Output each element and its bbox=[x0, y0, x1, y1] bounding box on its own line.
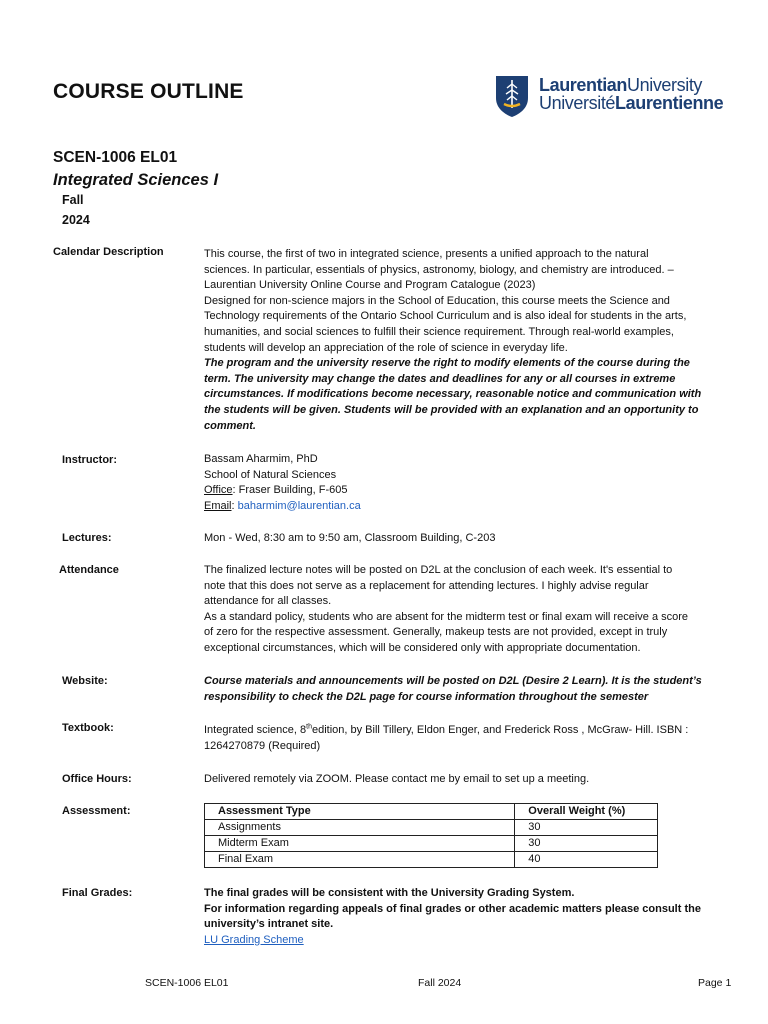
assessment-weight-cell: 30 bbox=[515, 836, 658, 852]
grading-scheme-link[interactable]: LU Grading Scheme bbox=[204, 933, 304, 946]
attendance-text bbox=[204, 563, 720, 657]
final-grades-text bbox=[204, 886, 720, 948]
page-title: COURSE OUTLINE bbox=[53, 80, 244, 103]
textbook-line bbox=[204, 723, 720, 739]
instructor-email bbox=[204, 499, 720, 515]
lectures-label: Lectures: bbox=[62, 532, 112, 544]
notice-line: the students will be given. Students will be provided with an explanation and an opportunity to bbox=[204, 403, 699, 416]
notice-line: comment. bbox=[204, 419, 256, 432]
attendance-line: The finalized lecture notes will be posted on D2L at the conclusion of each week. It's essential to bbox=[204, 564, 673, 576]
course-year: 2024 bbox=[62, 213, 90, 227]
calendar-line: Laurentian University Online Course and Program Catalogue (2023) bbox=[204, 279, 536, 292]
assessment-type-cell: Final Exam bbox=[205, 852, 515, 868]
email-label: Email bbox=[204, 499, 232, 512]
textbook-sup: th bbox=[306, 723, 312, 731]
textbook-isbn: 1264270879 (Required) bbox=[204, 739, 321, 752]
attendance-line: of zero for the respective assessment. Generally, makeup tests are not provided, except in truly bbox=[204, 626, 668, 639]
logo-laurentian: Laurentian bbox=[539, 75, 628, 95]
footer-term: Fall 2024 bbox=[418, 977, 462, 989]
footer-course-code: SCEN-1006 EL01 bbox=[145, 977, 229, 989]
logo-university: University bbox=[627, 75, 703, 95]
website-label: Website: bbox=[62, 675, 108, 687]
office-value: : Fraser Building, F-605 bbox=[232, 484, 348, 497]
instructor-office bbox=[204, 483, 720, 499]
attendance-label: Attendance bbox=[59, 564, 119, 576]
assessment-weight-cell: 30 bbox=[515, 820, 658, 836]
logo-universite: Université bbox=[539, 93, 616, 113]
instructor-info bbox=[204, 452, 720, 514]
calendar-line: This course, the first of two in integrated science, presents a unified approach to the natural bbox=[204, 248, 649, 260]
header-overall-weight: Overall Weight (%) bbox=[515, 804, 658, 820]
calendar-line: Designed for non-science majors in the School of Education, this course meets the Science and bbox=[204, 294, 670, 307]
attendance-line: attendance for all classes. bbox=[204, 595, 332, 608]
lectures-value: Mon - Wed, 8:30 am to 9:50 am, Classroom Building, C-203 bbox=[204, 532, 496, 544]
course-name: Integrated Sciences I bbox=[53, 171, 219, 189]
assessment-type-cell: Midterm Exam bbox=[205, 836, 515, 852]
final-grades-line: The final grades will be consistent with the University Grading System. bbox=[204, 887, 575, 899]
header-assessment-type: Assessment Type bbox=[205, 804, 515, 820]
attendance-line: note that this does not serve as a replacement for attending lectures. I highly advise regular bbox=[204, 579, 649, 592]
textbook-label: Textbook: bbox=[62, 722, 114, 734]
calendar-line: Technology requirements of the Ontario School Curriculum and is also ideal for students in the arts, bbox=[204, 310, 687, 323]
notice-line: circumstances. If modifications become necessary, reasonable notice and communication with bbox=[204, 388, 702, 401]
assessment-label: Assessment: bbox=[62, 805, 131, 817]
calendar-line: sciences. In particular, essentials of physics, astronomy, biology, and chemistry are introduced. – bbox=[204, 263, 674, 276]
office-label: Office bbox=[204, 484, 233, 497]
email-link[interactable]: baharmim@laurentian.ca bbox=[237, 499, 361, 512]
textbook-pre: Integrated science, 8 bbox=[204, 724, 307, 736]
final-grades-line: university’s intranet site. bbox=[204, 918, 334, 931]
attendance-line: As a standard policy, students who are absent for the midterm test or final exam will receive a score bbox=[204, 610, 689, 623]
calendar-description bbox=[204, 247, 720, 434]
footer-page-number: Page 1 bbox=[698, 977, 732, 989]
final-grades-line: For information regarding appeals of final grades or other academic matters please consult the bbox=[204, 902, 701, 915]
instructor-name: Bassam Aharmim, PhD bbox=[204, 453, 318, 465]
office-hours-value: Delivered remotely via ZOOM. Please contact me by email to set up a meeting. bbox=[204, 773, 590, 785]
calendar-line: students will develop an appreciation of the role of science in everyday life. bbox=[204, 341, 568, 354]
table-row bbox=[205, 820, 658, 836]
assessment-type-cell: Assignments bbox=[205, 820, 515, 836]
table-row bbox=[205, 852, 658, 868]
textbook-text bbox=[204, 723, 720, 754]
table-row bbox=[205, 836, 658, 852]
assessment-weight-cell: 40 bbox=[515, 852, 658, 868]
calendar-line: humanities, and social sciences to fulfill their science requirement. Through real-world examples, bbox=[204, 325, 674, 338]
office-hours-label: Office Hours: bbox=[62, 773, 132, 785]
course-term: Fall bbox=[62, 193, 84, 207]
assessment-table bbox=[204, 803, 658, 868]
crest-icon bbox=[494, 74, 530, 118]
website-text bbox=[204, 674, 720, 705]
course-code: SCEN-1006 EL01 bbox=[53, 149, 178, 166]
final-grades-label: Final Grades: bbox=[62, 887, 133, 899]
instructor-school: School of Natural Sciences bbox=[204, 468, 337, 481]
logo-laurentienne: Laurentienne bbox=[615, 93, 724, 113]
notice-line: term. The university may change the dates and deadlines for any or all courses in extreme bbox=[204, 372, 676, 385]
notice-line: The program and the university reserve the right to modify elements of the course during the bbox=[204, 357, 690, 370]
table-header-row bbox=[205, 804, 658, 820]
instructor-label: Instructor: bbox=[62, 454, 117, 466]
website-line: responsibility to check the D2L page for course information throughout the semester bbox=[204, 690, 649, 703]
email-separator: : bbox=[231, 499, 238, 512]
calendar-description-label: Calendar Description bbox=[53, 246, 164, 258]
university-logo bbox=[494, 74, 724, 120]
website-line: Course materials and announcements will be posted on D2L (Desire 2 Learn). It is the student’s bbox=[204, 675, 702, 687]
attendance-line: exceptional circumstances, which will be considered only with appropriate documentation. bbox=[204, 641, 641, 654]
textbook-post: edition, by Bill Tillery, Eldon Enger, and Frederick Ross , McGraw- Hill. ISBN : bbox=[311, 724, 689, 736]
